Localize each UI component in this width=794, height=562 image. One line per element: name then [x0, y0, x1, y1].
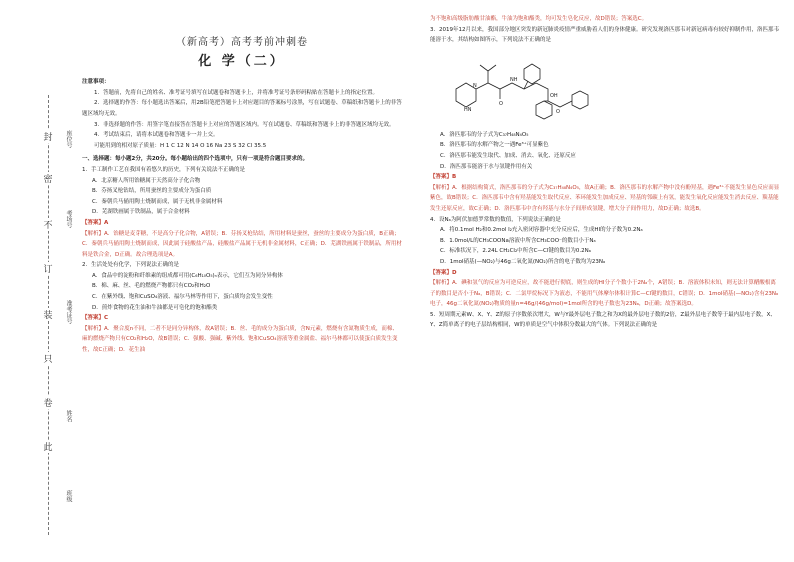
field-label: 班级: [65, 490, 72, 502]
lopinavir-structure: [444, 49, 594, 127]
explanation: 为不饱和高级脂肪酸甘油酯，牛油为饱和酯类，均可发生皂化反应，故D错误；答案选C。: [430, 16, 648, 22]
svg-text:HN: HN: [464, 106, 472, 113]
notice-item: 3．非选择题的作答：用签字笔直接答在答题卡上对应的答题区域内。写在试题卷、草稿纸和答题卡上的非答题区域均无效。: [94, 121, 395, 128]
svg-text:NH: NH: [510, 76, 518, 83]
right-column: [430, 14, 780, 331]
question-stem: 4．设Nₐ为阿伏加德罗常数的数值，下列说法正确的是: [430, 216, 561, 223]
explanation: 【解析】A．根据结构简式，洛匹那韦的分子式为C₃₇H₄₈N₄O₅，故A正确；B．洛匹那韦的水解产物中没有酚羟基，遇Fe³⁺不能发生显色反应而显紫色，故B错误；C．洛匹那韦中含有羟基能发生取代反应、苯环能发生加成反应、羟基的邻碳上有氢，能发生氧化反应能发生消去反应、羰基能发生还原反应，故C正确；D．洛匹那韦中含有羟基与水分子间形成氢键，增大分子间作用力，故D正确；故选B。: [430, 184, 780, 212]
option: B．芬扬叉枪钻结，所用蚕丝的主要成分为蛋白质: [92, 188, 212, 195]
svg-text:O: O: [499, 100, 503, 107]
question-stem: 5．短周期元素W、X、Y、Z的原子序数依次增大，W与Y最外层电子数之和为X的最外层电子数的2倍，Z最外层电子数等于最内层电子数，X、Y、Z简单离子的电子层结构相同，W的单质是空气中体积分数最大的气体。下列说法正确的是: [430, 311, 776, 329]
seal-char: 不: [36, 218, 60, 231]
answer: 【答案】C: [82, 315, 109, 322]
explanation: 【解析】A．饴糖是麦芽糖，不是高分子化合物，A错误；B．芬扬叉枪钻结，所用材料是蚕丝，蚕丝的主要成分为蛋白质，B正确；C．秦朝兵马俑用陶土烧制而成，因此属于硅酸盐产品，硅酸盐产品属于无机非金属材料，C正确；D．芜湖铁画属于铁制品，所用材料是铁合金，D正确。故合理选项是A。: [82, 230, 402, 258]
question-stem: 1．手工制作工艺在我国有着悠久的历史，下列有关说法不正确的是: [82, 166, 246, 173]
seal-char: 封: [36, 130, 60, 143]
explanation: 【解析】A．碘和氢气的反应为可逆反应，故不能进行彻底，则生成的HI分子个数小于2Nₐ个，A错误；B．溶液体积未知，则无法计算醋酸根离子的数目是否小于Nₐ，B错误；C．二氯甲烷标况下为液态，不能用气体摩尔体积计算C—Cl键的数目，C错误；D．1mol硝基(—NO₂)含有23Nₐ电子，46g二氧化氮(NO₂)物质的量n=46g/(46g/mol)=1mol所含的电子数也为23Nₐ，D正确；故答案选D。: [430, 280, 779, 308]
atomic-masses: 可能用到的相对原子质量：H 1 C 12 N 14 O 16 Na 23 S 32 Cl 35.5: [94, 142, 267, 149]
seal-char: 卷: [36, 396, 60, 409]
answer: 【答案】B: [430, 174, 457, 181]
svg-text:O: O: [556, 108, 560, 115]
question-stem: 3．2019年12月以来，我国部分地区突发的新冠肺炎疫情严重威胁着人们的身体健康。研究发现洛匹那韦对新冠病毒有较好抑制作用，洛匹那韦能溶于水，其结构如图所示，下列说法不正确的是: [430, 26, 779, 44]
seal-char: 密: [36, 172, 60, 185]
option: B．洛匹那韦的水解产物之一遇Fe³⁺可显紫色: [440, 142, 549, 149]
field-label: 座位号: [65, 130, 72, 148]
option: C．标准状况下，2.24L CH₂Cl₂中所含C—Cl键的数目为0.2Nₐ: [440, 248, 591, 255]
option: A．将0.1mol H₂和0.2mol I₂充入密闭容器中充分反应后，生成HI的分子数为0.2Nₐ: [440, 227, 643, 234]
option: A．食品中的淀粉和纤维素的组成都可用(C₆H₁₀O₅)ₙ表示，它们互为同分异构体: [92, 272, 283, 279]
option: D．煎炸食物的花生油和牛油都是可皂化的饱和酯类: [92, 304, 218, 311]
seal-char: 只: [36, 352, 60, 365]
notice-item: 2．选择题的作答：每小题选出答案后，用2B铅笔把答题卡上对应题目的答案标号涂黑，写在试题卷、草稿纸和答题卡上的非答题区域均无效。: [82, 100, 402, 117]
answer: 【答案】D: [430, 269, 457, 276]
option: C．洛匹那韦能发生取代、加成、消去、氧化、还原反应: [440, 152, 576, 159]
option: B．棉、麻、丝、毛的燃烧产物都只有CO₂和H₂O: [92, 283, 211, 290]
seal-char: 订: [36, 262, 60, 275]
seal-char: 此: [36, 440, 60, 453]
binding-margin: [0, 0, 80, 562]
option: A．洛匹那韦的分子式为C₃₇H₄₈N₄O₅: [440, 131, 529, 138]
notice-item: 4．考试结束后，请将本试题卷和答题卡一并上交。: [94, 132, 219, 139]
svg-text:N: N: [473, 82, 477, 89]
notice-item: 1．答题前，先将自己的姓名、准考证号填写在试题卷和答题卡上，并将准考证号条形码粘贴在答题卡上的指定位置。: [94, 89, 379, 96]
svg-text:OH: OH: [550, 92, 558, 99]
field-label: 准考证号: [65, 300, 72, 324]
notice-heading: 注意事项：: [82, 79, 110, 86]
option: D．1mol硝基(—NO₂)与46g二氧化氮(NO₂)所含的电子数均为23Nₐ: [440, 258, 606, 265]
exam-subject: 化 学（二）: [198, 53, 286, 69]
section-heading: 一、选择题：每小题2分，共20分。每小题给出的四个选项中，只有一项是符合题目要求的。: [82, 156, 308, 163]
option: B．1.0mol/L的CH₃COONa溶液中所含CH₃COO⁻的数目小于Nₐ: [440, 237, 596, 244]
option: A．北京糖人所用饴糖属于天然高分子化合物: [92, 177, 201, 184]
exam-title: （新高考）高考考前冲刺卷: [176, 37, 308, 48]
left-column: [82, 0, 402, 356]
option: C．秦朝兵马俑用陶土烧制而成，属于无机非金属材料: [92, 198, 223, 205]
option: D．洛匹那韦能溶于水与氢键作用有关: [440, 163, 533, 170]
field-label: 姓名: [65, 410, 72, 422]
answer: 【答案】A: [82, 219, 109, 226]
question-stem: 2．生活处处有化学，下列说法正确的是: [82, 262, 180, 269]
option: D．芜湖铁画属于铁制品，属于合金材料: [92, 209, 190, 216]
field-label: 考场号: [65, 210, 72, 228]
seal-char: 装: [36, 308, 60, 321]
explanation: 【解析】A．聚合度n不同，二者不是同分异构体，故A错误；B．丝、毛的成分为蛋白质，含N元素，燃烧有含氮物质生成，而棉、麻的燃烧产物只有CO₂和H₂O，故B错误；C．强酸、强碱、紫外线、饱和CuSO₄溶液等重金属盐、福尔马林都可以使蛋白质发生变性，故C正确；D．花生油: [82, 325, 398, 354]
option: C．在紫外线、饱和CuSO₄溶液、福尔马林等作用下，蛋白质均会发生变性: [92, 294, 273, 301]
